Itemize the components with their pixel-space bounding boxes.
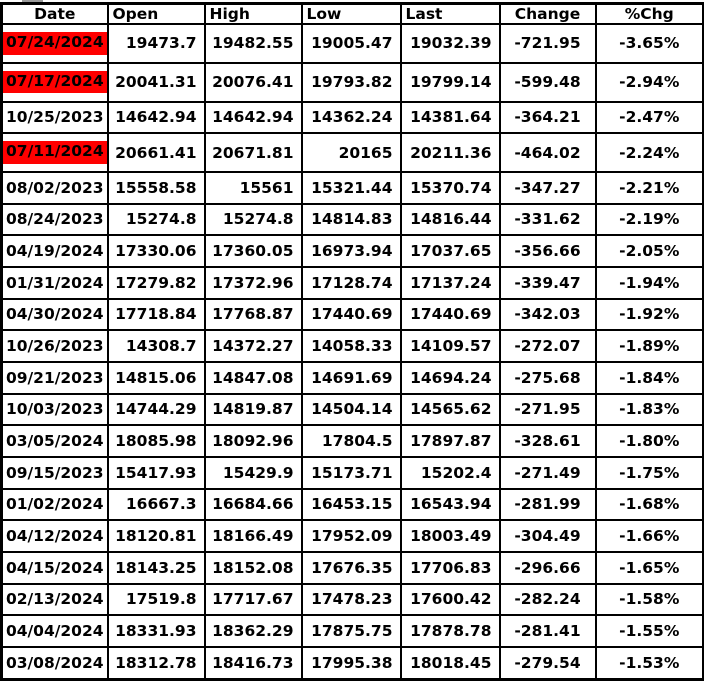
table-row (2, 615, 704, 647)
cell-pctchg: -1.68% (596, 489, 704, 521)
cell-high: 18152.08 (205, 552, 302, 584)
header-low: Low (302, 4, 401, 25)
cell-low: 20165 (302, 133, 401, 172)
cell-pctchg: -1.92% (596, 299, 704, 331)
cell-date: 04/19/2024 (2, 235, 108, 267)
cell-open: 14815.06 (108, 362, 205, 394)
table-row (2, 647, 704, 680)
cell-low: 14362.24 (302, 102, 401, 134)
cell-open: 14642.94 (108, 102, 205, 134)
historical-price-table (0, 2, 704, 681)
cell-open: 18143.25 (108, 552, 205, 584)
table-row (2, 425, 704, 457)
cell-pctchg: -1.80% (596, 425, 704, 457)
cell-pctchg: -2.21% (596, 172, 704, 204)
cell-date: 04/30/2024 (2, 299, 108, 331)
cell-open: 14744.29 (108, 394, 205, 426)
cell-change: -599.48 (500, 63, 596, 102)
cell-last: 17897.87 (401, 425, 500, 457)
cell-high: 14819.87 (205, 394, 302, 426)
cell-last: 17706.83 (401, 552, 500, 584)
cell-change: -296.66 (500, 552, 596, 584)
cell-last: 17037.65 (401, 235, 500, 267)
cell-pctchg: -2.05% (596, 235, 704, 267)
spellcheck-squiggle-label: %Chg (624, 5, 674, 23)
cell-low: 17875.75 (302, 615, 401, 647)
cell-low: 19793.82 (302, 63, 401, 102)
table-body (2, 24, 704, 680)
cell-low: 16973.94 (302, 235, 401, 267)
cell-low: 17676.35 (302, 552, 401, 584)
cell-high: 16684.66 (205, 489, 302, 521)
table-row (2, 133, 704, 172)
cell-last: 20211.36 (401, 133, 500, 172)
cell-change: -279.54 (500, 647, 596, 680)
table-row (2, 204, 704, 236)
cell-open: 15558.58 (108, 172, 205, 204)
table-row (2, 520, 704, 552)
cell-last: 16543.94 (401, 489, 500, 521)
cell-low: 19005.47 (302, 24, 401, 63)
cell-date: 01/02/2024 (2, 489, 108, 521)
cell-open: 16667.3 (108, 489, 205, 521)
cell-last: 19799.14 (401, 63, 500, 102)
cell-open: 18312.78 (108, 647, 205, 680)
cell-change: -271.49 (500, 457, 596, 489)
cell-last: 17137.24 (401, 267, 500, 299)
cell-low: 17128.74 (302, 267, 401, 299)
table-row (2, 24, 704, 63)
cell-pctchg: -1.66% (596, 520, 704, 552)
table-row (2, 172, 704, 204)
cell-low: 17440.69 (302, 299, 401, 331)
cell-date: 10/03/2023 (2, 394, 108, 426)
cell-change: -328.61 (500, 425, 596, 457)
cell-open: 17279.82 (108, 267, 205, 299)
cell-change: -331.62 (500, 204, 596, 236)
cell-change: -281.99 (500, 489, 596, 521)
cell-high: 14847.08 (205, 362, 302, 394)
cell-change: -272.07 (500, 330, 596, 362)
header-row (2, 4, 704, 25)
cell-change: -342.03 (500, 299, 596, 331)
cell-last: 15202.4 (401, 457, 500, 489)
table-row (2, 489, 704, 521)
table-row (2, 584, 704, 616)
cell-open: 18331.93 (108, 615, 205, 647)
cell-open: 15417.93 (108, 457, 205, 489)
cell-date: 03/08/2024 (2, 647, 108, 680)
cell-low: 17952.09 (302, 520, 401, 552)
cell-low: 14814.83 (302, 204, 401, 236)
cell-pctchg: -3.65% (596, 24, 704, 63)
cell-open: 15274.8 (108, 204, 205, 236)
cell-low: 14504.14 (302, 394, 401, 426)
table-row (2, 299, 704, 331)
cell-pctchg: -1.53% (596, 647, 704, 680)
cell-pctchg: -1.55% (596, 615, 704, 647)
cell-last: 14109.57 (401, 330, 500, 362)
cell-date (2, 24, 108, 63)
cell-pctchg: -1.94% (596, 267, 704, 299)
table-row (2, 267, 704, 299)
cell-high: 17717.67 (205, 584, 302, 616)
cell-high: 18362.29 (205, 615, 302, 647)
cell-low: 14058.33 (302, 330, 401, 362)
cell-open: 17330.06 (108, 235, 205, 267)
cell-open: 19473.7 (108, 24, 205, 63)
header-open: Open (108, 4, 205, 25)
cell-high: 17768.87 (205, 299, 302, 331)
cell-change: -347.27 (500, 172, 596, 204)
cell-pctchg: -2.47% (596, 102, 704, 134)
cell-date: 08/02/2023 (2, 172, 108, 204)
table-row (2, 362, 704, 394)
cell-pctchg: -1.89% (596, 330, 704, 362)
cell-date: 03/05/2024 (2, 425, 108, 457)
cell-change: -275.68 (500, 362, 596, 394)
cell-high: 14372.27 (205, 330, 302, 362)
cell-high: 14642.94 (205, 102, 302, 134)
cell-open: 17519.8 (108, 584, 205, 616)
highlighted-date: 07/11/2024 (3, 141, 107, 164)
cell-high: 19482.55 (205, 24, 302, 63)
cell-change: -271.95 (500, 394, 596, 426)
cell-date: 04/15/2024 (2, 552, 108, 584)
cell-last: 14816.44 (401, 204, 500, 236)
cell-date: 09/15/2023 (2, 457, 108, 489)
cell-high: 15429.9 (205, 457, 302, 489)
table-row (2, 330, 704, 362)
cell-date: 08/24/2023 (2, 204, 108, 236)
header-change: Change (500, 4, 596, 25)
cell-date (2, 63, 108, 102)
cell-last: 17440.69 (401, 299, 500, 331)
cell-high: 15561 (205, 172, 302, 204)
cell-low: 15321.44 (302, 172, 401, 204)
table-row (2, 394, 704, 426)
cell-low: 17804.5 (302, 425, 401, 457)
cell-change: -721.95 (500, 24, 596, 63)
cell-last: 14381.64 (401, 102, 500, 134)
cell-last: 14694.24 (401, 362, 500, 394)
cell-low: 17478.23 (302, 584, 401, 616)
cell-open: 17718.84 (108, 299, 205, 331)
cell-date: 04/04/2024 (2, 615, 108, 647)
cell-high: 17360.05 (205, 235, 302, 267)
header-pctchg (596, 4, 704, 25)
cell-high: 20076.41 (205, 63, 302, 102)
cell-last: 19032.39 (401, 24, 500, 63)
cell-pctchg: -1.84% (596, 362, 704, 394)
cell-pctchg: -2.94% (596, 63, 704, 102)
cell-last: 14565.62 (401, 394, 500, 426)
cell-change: -282.24 (500, 584, 596, 616)
cell-low: 16453.15 (302, 489, 401, 521)
header-date: Date (2, 4, 108, 25)
cell-high: 18166.49 (205, 520, 302, 552)
cell-last: 17600.42 (401, 584, 500, 616)
cell-pctchg: -2.19% (596, 204, 704, 236)
cell-last: 18018.45 (401, 647, 500, 680)
cell-last: 15370.74 (401, 172, 500, 204)
cell-open: 14308.7 (108, 330, 205, 362)
cell-date (2, 133, 108, 172)
cell-last: 18003.49 (401, 520, 500, 552)
cell-date: 01/31/2024 (2, 267, 108, 299)
cell-open: 20661.41 (108, 133, 205, 172)
cell-date: 10/26/2023 (2, 330, 108, 362)
table-row (2, 63, 704, 102)
header-last: Last (401, 4, 500, 25)
cell-high: 18092.96 (205, 425, 302, 457)
cell-date: 09/21/2023 (2, 362, 108, 394)
cell-open: 18085.98 (108, 425, 205, 457)
cell-change: -364.21 (500, 102, 596, 134)
cell-date: 10/25/2023 (2, 102, 108, 134)
cell-change: -356.66 (500, 235, 596, 267)
table-row (2, 235, 704, 267)
table-row (2, 102, 704, 134)
cell-pctchg: -1.65% (596, 552, 704, 584)
cell-open: 20041.31 (108, 63, 205, 102)
cell-pctchg: -1.83% (596, 394, 704, 426)
cell-high: 18416.73 (205, 647, 302, 680)
cell-change: -281.41 (500, 615, 596, 647)
cell-low: 17995.38 (302, 647, 401, 680)
cell-date: 02/13/2024 (2, 584, 108, 616)
header-high: High (205, 4, 302, 25)
cell-pctchg: -2.24% (596, 133, 704, 172)
cell-high: 20671.81 (205, 133, 302, 172)
highlighted-date: 07/24/2024 (3, 32, 107, 55)
cell-pctchg: -1.58% (596, 584, 704, 616)
cell-change: -339.47 (500, 267, 596, 299)
cell-date: 04/12/2024 (2, 520, 108, 552)
table-row (2, 457, 704, 489)
cell-open: 18120.81 (108, 520, 205, 552)
highlighted-date: 07/17/2024 (3, 71, 107, 94)
cell-high: 15274.8 (205, 204, 302, 236)
cell-low: 14691.69 (302, 362, 401, 394)
cell-low: 15173.71 (302, 457, 401, 489)
cell-last: 17878.78 (401, 615, 500, 647)
cell-change: -464.02 (500, 133, 596, 172)
table-row (2, 552, 704, 584)
cell-change: -304.49 (500, 520, 596, 552)
cell-high: 17372.96 (205, 267, 302, 299)
cell-pctchg: -1.75% (596, 457, 704, 489)
